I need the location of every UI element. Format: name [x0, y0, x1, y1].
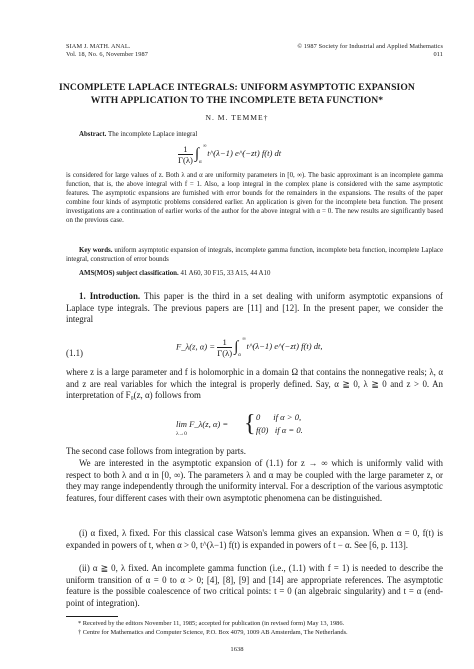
intro-p1-text: This paper is the third in a set dealing with uniform asymptotic expansions of Laplace type integrals. The previous papers are [11] and [12]. In the present paper, we consider the integral: [66, 291, 444, 325]
intro-paragraph-3: The second case follows from integration by parts.: [66, 446, 246, 456]
title-line-1: INCOMPLETE LAPLACE INTEGRALS: UNIFORM ASYMPTOTIC EXPANSION: [59, 82, 415, 93]
key-words-text: uniform asymptotic expansion of integrals, incomplete gamma function, incomplete beta function, incomplete Laplace integral, construction of error bounds: [66, 247, 444, 264]
ams-text: 41 A60, 30 F15, 33 A15, 44 A10: [180, 270, 271, 277]
intro-paragraph-1: [66, 291, 443, 326]
intro-heading: 1. Introduction.: [79, 291, 141, 301]
footnote-affiliation: † Centre for Mathematics and Computer Science, P.O. Box 4079, 1009 AB Amsterdam, The Netherlands.: [78, 629, 348, 636]
abstract-fraction: $\frac{1}{\Gamma(\lambda)}$: [178, 144, 193, 165]
article-code: 011: [433, 51, 443, 58]
author: N. M. TEMME†: [205, 113, 269, 122]
journal-name: SIAM J. MATH. ANAL.: [66, 43, 131, 50]
abstract-lead: [79, 130, 197, 139]
limit-case-2: f(0) if α = 0.: [256, 425, 303, 435]
limit-equation: [176, 412, 376, 442]
intro-paragraph-6: (ii) α ≧ 0, λ fixed. An incomplete gamma function (i.e., (1.1) with f = 1) is needed to describe the uniform transition of α = 0 to α > 0; [4], [8], [9] and [14] are appropriate references. The asymptotic feature is the possible coalescence of two critical points: t = 0 (an algebraic singularity) and t = α (end-point of integration).: [66, 563, 443, 608]
key-words-label: Key words.: [79, 247, 113, 254]
abstract-integrand: t^(λ−1) e^(−zt) f(t) dt: [207, 148, 282, 159]
footnote-rule: [66, 616, 118, 617]
limit-case-1: 0 if α > 0,: [256, 412, 302, 422]
copyright-line: © 1987 Society for Industrial and Applied Mathematics: [297, 43, 443, 50]
integral-sign-icon: ∫ ∞ α: [195, 144, 207, 165]
key-words: [66, 246, 443, 264]
abstract-equation: [178, 144, 281, 165]
footnote-received: * Received by the editors November 11, 1985; accepted for publication (in revised form) May 13, 1986.: [78, 620, 345, 627]
intro-paragraph-2: where z is a large parameter and f is holomorphic in a domain Ω that contains the nonnegative reals; λ, α and z are real variables for which the integral is properly defined. Say, α ≧ 0, λ ≧ 0 and z > 0. An interpretation of F₀(z, α) follows from: [66, 367, 443, 401]
main-equation: [176, 337, 323, 358]
main-eq-lhs: F_λ(z, α) =: [176, 341, 216, 352]
limit-subscript: λ→0: [176, 431, 187, 437]
ams-label: AMS(MOS) subject classification.: [79, 270, 179, 277]
title-line-2: WITH APPLICATION TO THE INCOMPLETE BETA FUNCTION*: [90, 95, 384, 106]
brace-icon: {: [244, 411, 256, 437]
abstract-text: is considered for large values of z. Both λ and α are uniformity parameters in [0, ∞). The basic approximant is an incomplete gamma function, that is, the above integral with f = 1. Also, a loop integral in the complex plane is considered with the same asymptotic features. The asymptotic expansions are furnished with error bounds for the remainders in the expansions. The results of the paper combine four kinds of asymptotic problems considered earlier. An application is given for the incomplete beta function. The present investigations are a continuation of earlier works of the author for the above integral with α = 0. The new results are significantly based on the previous case.: [66, 172, 443, 225]
main-eq-fraction: $\frac{1}{\Gamma(\lambda)}$: [217, 337, 233, 358]
journal-volume: Vol. 18, No. 6, November 1987: [66, 51, 149, 58]
page-number: 1638: [230, 646, 244, 653]
abstract-lead-text: The incomplete Laplace integral: [107, 131, 198, 138]
integral-sign-icon: ∫ ∞ α: [234, 337, 246, 358]
main-eq-integrand: t^(λ−1) e^(−zt) f(t) dt,: [246, 341, 323, 352]
abstract-label: Abstract.: [79, 131, 107, 138]
equation-label: (1.1): [66, 348, 84, 358]
intro-paragraph-4: We are interested in the asymptotic expansion of (1.1) for z → ∞ which is uniformly valid with respect to both λ and α in [0, ∞). The parameters λ and α may be coupled with the large parameter z, or they may range independently through the uniformity interval. For a description of the various asymptotic features, four different cases with their own asymptotic phenomena can be distinguished.: [66, 458, 443, 503]
ams-classification: [79, 269, 270, 278]
intro-paragraph-5: (i) α fixed, λ fixed. For this classical case Watson's lemma gives an expansion. When α = 0, f(t) is expanded in powers of t, when α > 0, t^(λ−1) f(t) is expanded in powers of t − α. See [6, p. 113].: [66, 528, 443, 550]
limit-lhs: lim F_λ(z, α) =: [176, 419, 229, 429]
